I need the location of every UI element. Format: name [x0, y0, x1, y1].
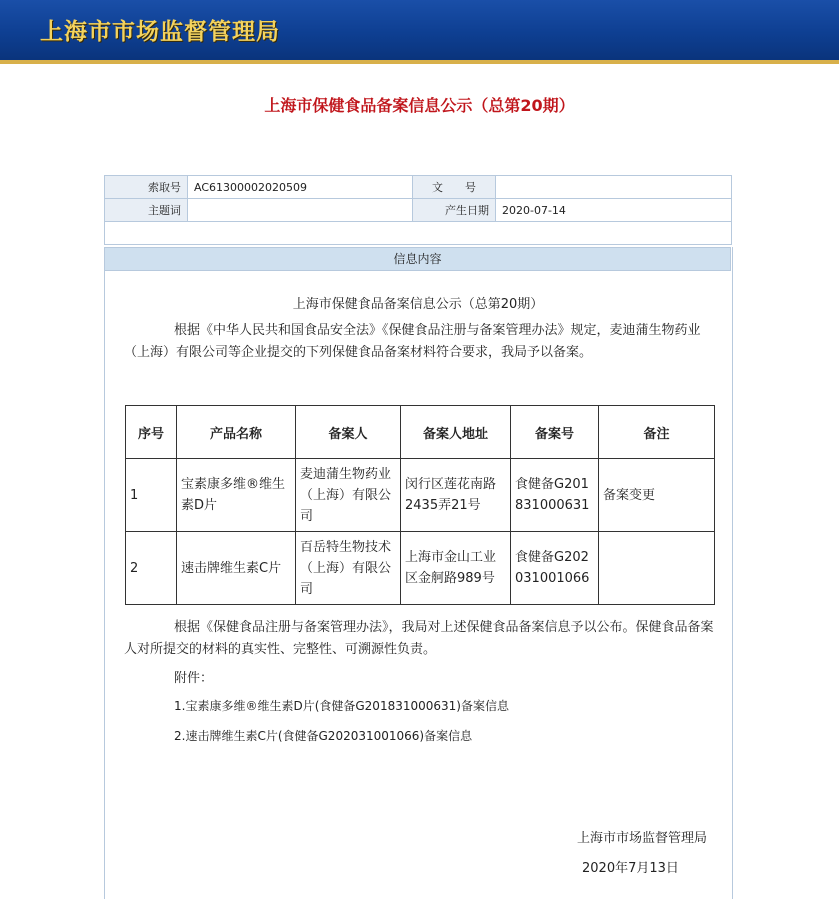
- cell-seq: 2: [126, 532, 177, 605]
- attachment-label: 附件：: [174, 671, 214, 686]
- doc-number-label: 文 号: [413, 176, 496, 199]
- filing-table: [125, 405, 715, 605]
- cell-product: 速击牌维生素C片: [177, 532, 296, 605]
- signature: 上海市市场监督管理局: [577, 831, 708, 846]
- subject-value: [188, 199, 413, 222]
- cell-address: 上海市金山工业区金舸路989号: [401, 532, 511, 605]
- info-content-bar: 信息内容: [104, 247, 731, 271]
- cell-filing-no: 食健备G201831000631: [511, 459, 599, 532]
- article-heading: 上海市保健食品备案信息公示（总第20期）: [292, 297, 544, 312]
- cell-remark: 备案变更: [599, 459, 715, 532]
- col-header: 产品名称: [177, 406, 296, 459]
- col-header: 备案人: [296, 406, 401, 459]
- cell-filer: 麦迪蒲生物药业（上海）有限公司: [296, 459, 401, 532]
- col-header: 备案号: [511, 406, 599, 459]
- subject-label: 主题词: [105, 199, 188, 222]
- cell-filing-no: 食健备G202031001066: [511, 532, 599, 605]
- attachment-link[interactable]: 1.宝素康多维®维生素D片(食健备G201831000631)备案信息: [174, 699, 509, 713]
- cell-remark: [599, 532, 715, 605]
- date-value: 2020-07-14: [496, 199, 732, 222]
- index-value: AC61300002020509: [188, 176, 413, 199]
- cell-address: 闵行区莲花南路2435弄21号: [401, 459, 511, 532]
- sign-date: 2020年7月13日: [582, 861, 679, 876]
- cell-product: 宝素康多维®维生素D片: [177, 459, 296, 532]
- table-row: [126, 532, 715, 605]
- table-header-row: [126, 406, 715, 459]
- col-header: 备案人地址: [401, 406, 511, 459]
- site-logo-title[interactable]: 上海市市场监督管理局: [40, 19, 280, 45]
- date-label: 产生日期: [413, 199, 496, 222]
- cell-filer: 百岳特生物技术（上海）有限公司: [296, 532, 401, 605]
- index-label: 索取号: [105, 176, 188, 199]
- intro-paragraph: 根据《中华人民共和国食品安全法》《保健食品注册与备案管理办法》规定，麦迪蒲生物药业（上海）有限公司等企业提交的下列保健食品备案材料符合要求，我局予以备案。: [124, 323, 701, 360]
- closing-paragraph: 根据《保健食品注册与备案管理办法》，我局对上述保健食品备案信息予以公布。保健食品备案人对所提交的材料的真实性、完整性、可溯源性负责。: [124, 620, 714, 657]
- table-row: [126, 459, 715, 532]
- attachment-link[interactable]: 2.速击牌维生素C片(食健备G202031001066)备案信息: [174, 729, 473, 743]
- col-header: 备注: [599, 406, 715, 459]
- meta-table: [104, 175, 732, 245]
- page-title: 上海市保健食品备案信息公示（总第20期）: [264, 96, 575, 115]
- meta-blank-row: [105, 222, 732, 245]
- cell-seq: 1: [126, 459, 177, 532]
- doc-number-value: [496, 176, 732, 199]
- col-header: 序号: [126, 406, 177, 459]
- header-divider: [0, 60, 839, 64]
